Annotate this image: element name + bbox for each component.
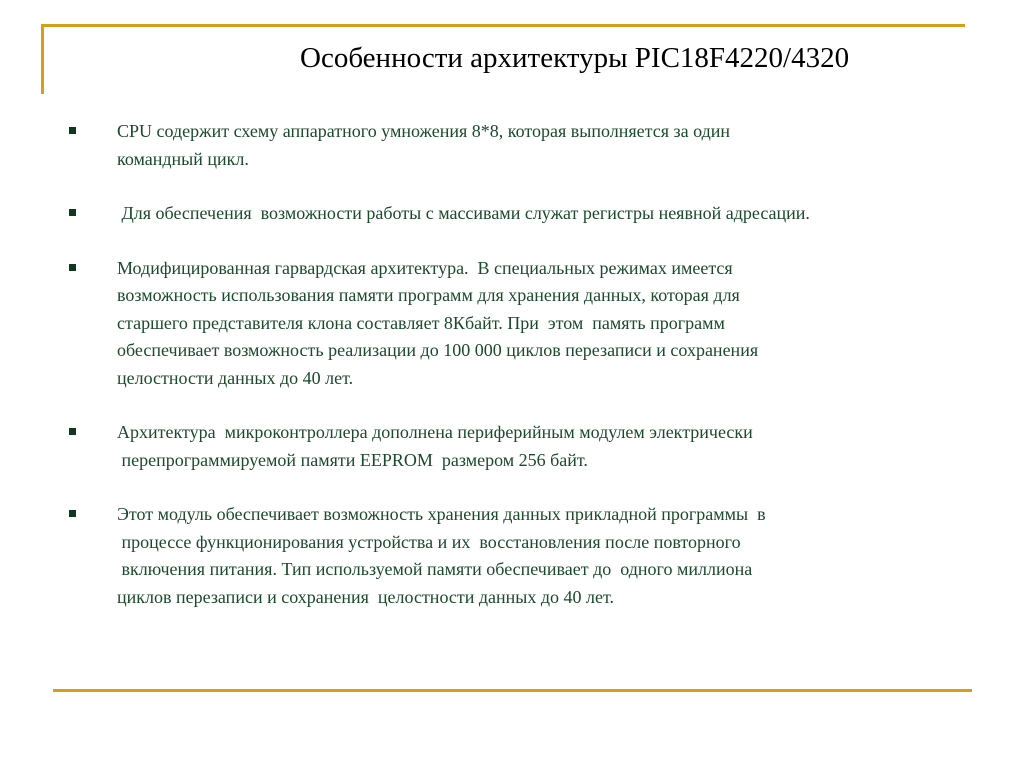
frame-bottom-rule xyxy=(53,689,972,692)
bullet-item xyxy=(66,118,976,173)
square-bullet-icon xyxy=(69,264,76,271)
bullet-text-line: Этот модуль обеспечивает возможность хранения данных прикладной программы в xyxy=(117,504,766,524)
slide-title: Особенности архитектуры PIC18F4220/4320 xyxy=(300,42,850,74)
bullet-item xyxy=(66,501,976,611)
bullet-text-line: Для обеспечения возможности работы с массивами служат регистры неявной адресации. xyxy=(117,203,810,223)
bullet-item xyxy=(66,200,976,228)
bullet-text-line: Модифицированная гарвардская архитектура. В специальных режимах имеется xyxy=(117,257,733,278)
bullet-text-line: старшего представителя клона составляет 8Кбайт. При этом память программ xyxy=(117,312,725,333)
frame-top-rule xyxy=(41,24,965,27)
square-bullet-icon xyxy=(69,428,76,435)
bullet-text-line: CPU содержит схему аппаратного умножения 8*8, которая выполняется за один xyxy=(117,121,731,141)
bullet-text-line: циклов перезаписи и сохранения целостности данных до 40 лет. xyxy=(117,586,615,607)
square-bullet-icon xyxy=(69,209,76,216)
bullet-text-line: целостности данных до 40 лет. xyxy=(117,367,354,388)
bullet-text-line: командный цикл. xyxy=(117,148,249,169)
square-bullet-icon xyxy=(69,510,76,517)
bullet-text-line: включения питания. Тип используемой памяти обеспечивает до одного миллиона xyxy=(117,559,753,579)
frame-left-rule xyxy=(41,24,44,94)
bullet-item xyxy=(66,419,976,474)
bullet-text-line: обеспечивает возможность реализации до 100 000 циклов перезаписи и сохранения xyxy=(117,340,759,360)
bullet-list xyxy=(66,118,976,638)
bullet-text-line: Архитектура микроконтроллера дополнена периферийным модулем электрически xyxy=(117,422,753,442)
bullet-text-line: возможность использования памяти программ для хранения данных, которая для xyxy=(117,285,740,305)
bullet-text-line: процессе функционирования устройства и их восстановления после повторного xyxy=(117,531,741,552)
bullet-item xyxy=(66,255,976,393)
square-bullet-icon xyxy=(69,127,76,134)
bullet-text-line: перепрограммируемой памяти EEPROM размером 256 байт. xyxy=(117,449,588,470)
